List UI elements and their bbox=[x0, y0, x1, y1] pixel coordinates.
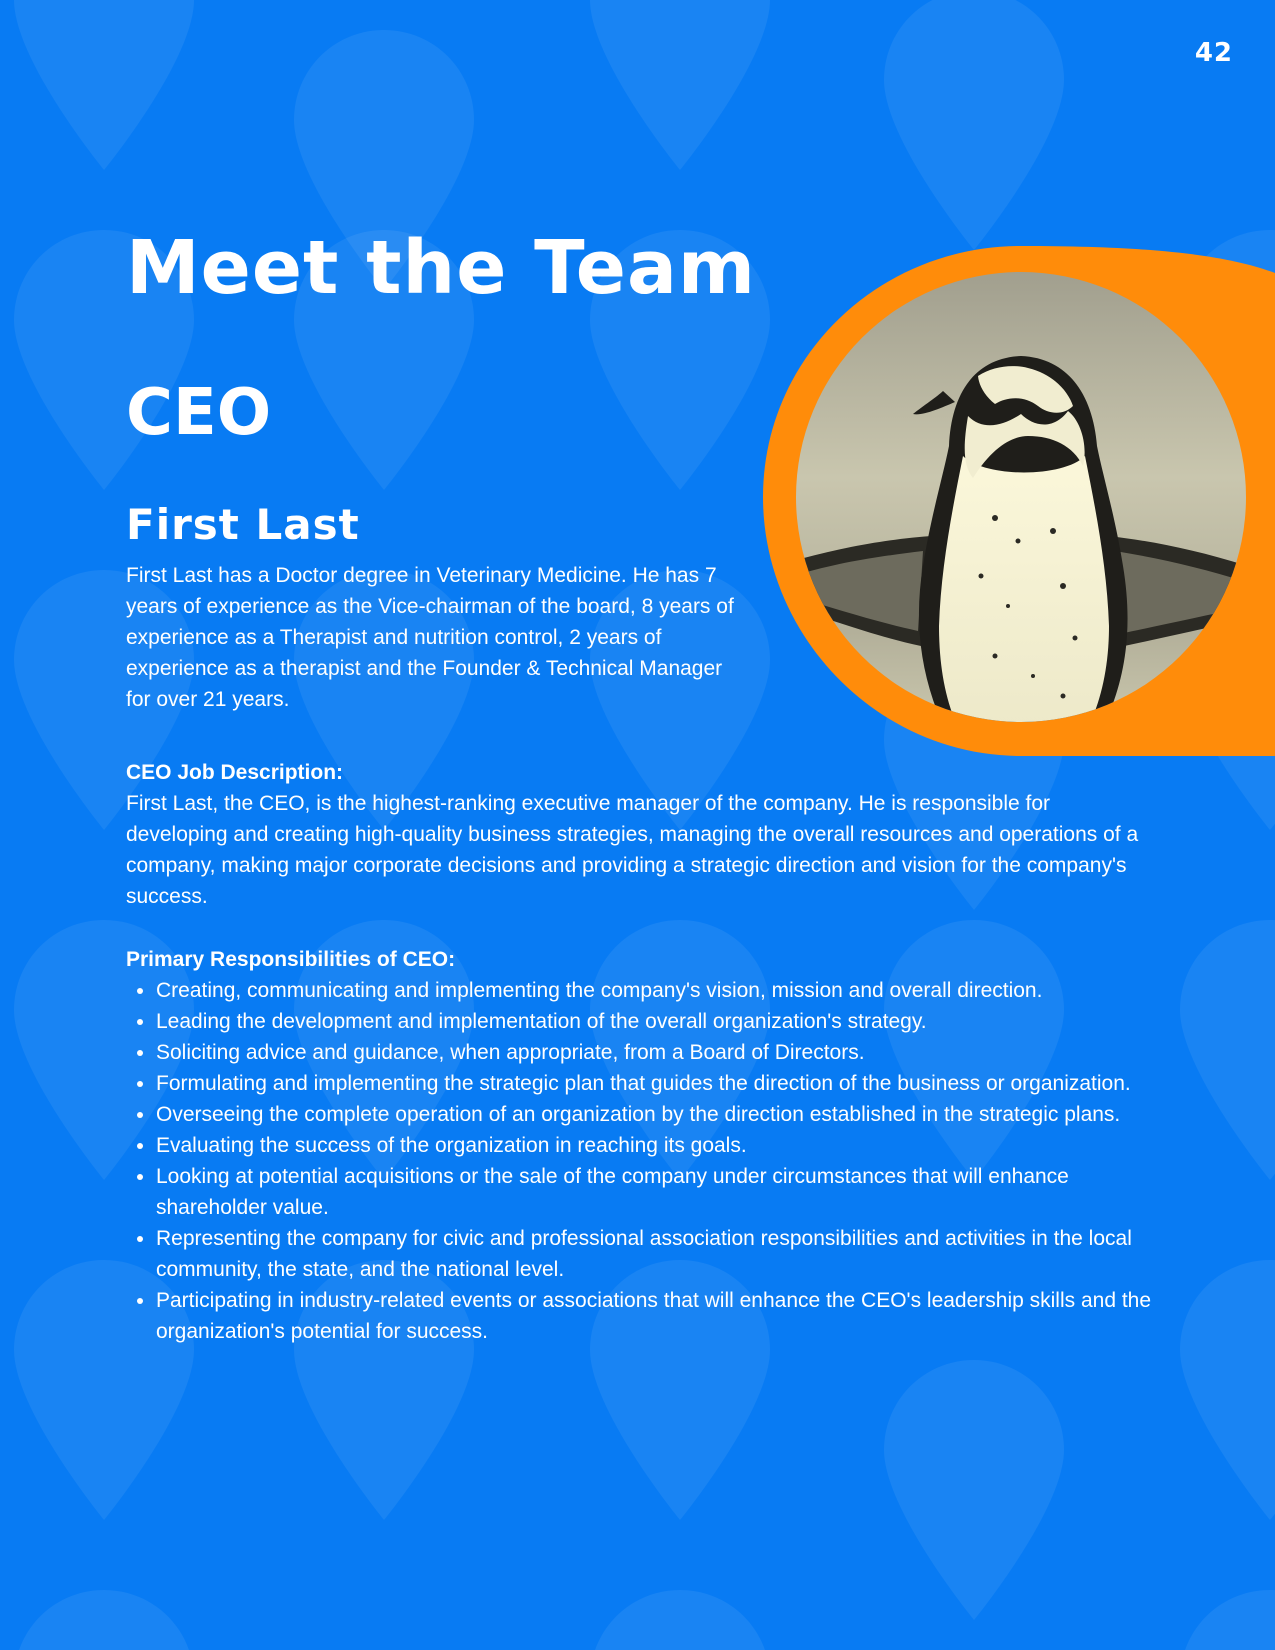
job-description-section bbox=[126, 757, 1156, 912]
list-item: • Creating, communicating and implementing the company's vision, mission and overall direction. bbox=[156, 975, 1156, 1006]
page-number: 42 bbox=[1194, 38, 1233, 68]
person-bio: First Last has a Doctor degree in Veterinary Medicine. He has 7 years of experience as the Vice-chairman of the board, 8 years of experience as a Therapist and nutrition control, 2 years of experience as a therapist and the Founder & Technical Manager for over 21 years. bbox=[126, 564, 734, 711]
person-name: First Last bbox=[126, 500, 360, 549]
role-heading: CEO bbox=[126, 376, 272, 450]
job-description-heading: CEO Job Description: bbox=[126, 761, 344, 784]
list-item: • Leading the development and implementation of the overall organization's strategy. bbox=[156, 1006, 1156, 1037]
list-item: • Participating in industry-related events or associations that will enhance the CEO's leadership skills and the organization's potential for success. bbox=[156, 1285, 1156, 1347]
responsibilities-list bbox=[126, 975, 1156, 1347]
job-description-text: First Last, the CEO, is the highest-ranking executive manager of the company. He is responsible for developing and creating high-quality business strategies, managing the overall resources and operations of a company, making major corporate decisions and providing a strategic direction and vision for the company's success. bbox=[126, 792, 1139, 908]
list-item: • Looking at potential acquisitions or the sale of the company under circumstances that will enhance shareholder value. bbox=[156, 1161, 1156, 1223]
profile-photo bbox=[763, 246, 1275, 761]
responsibilities-section bbox=[126, 944, 1156, 1347]
list-item: • Representing the company for civic and professional association responsibilities and activities in the local community, the state, and the national level. bbox=[156, 1223, 1156, 1285]
responsibilities-heading: Primary Responsibilities of CEO: bbox=[126, 948, 456, 971]
page-title: Meet the Team bbox=[126, 225, 757, 311]
list-item: • Soliciting advice and guidance, when appropriate, from a Board of Directors. bbox=[156, 1037, 1156, 1068]
list-item: • Overseeing the complete operation of an organization by the direction established in the strategic plans. bbox=[156, 1099, 1156, 1130]
list-item: • Formulating and implementing the strategic plan that guides the direction of the business or organization. bbox=[156, 1068, 1156, 1099]
list-item: • Evaluating the success of the organization in reaching its goals. bbox=[156, 1130, 1156, 1161]
